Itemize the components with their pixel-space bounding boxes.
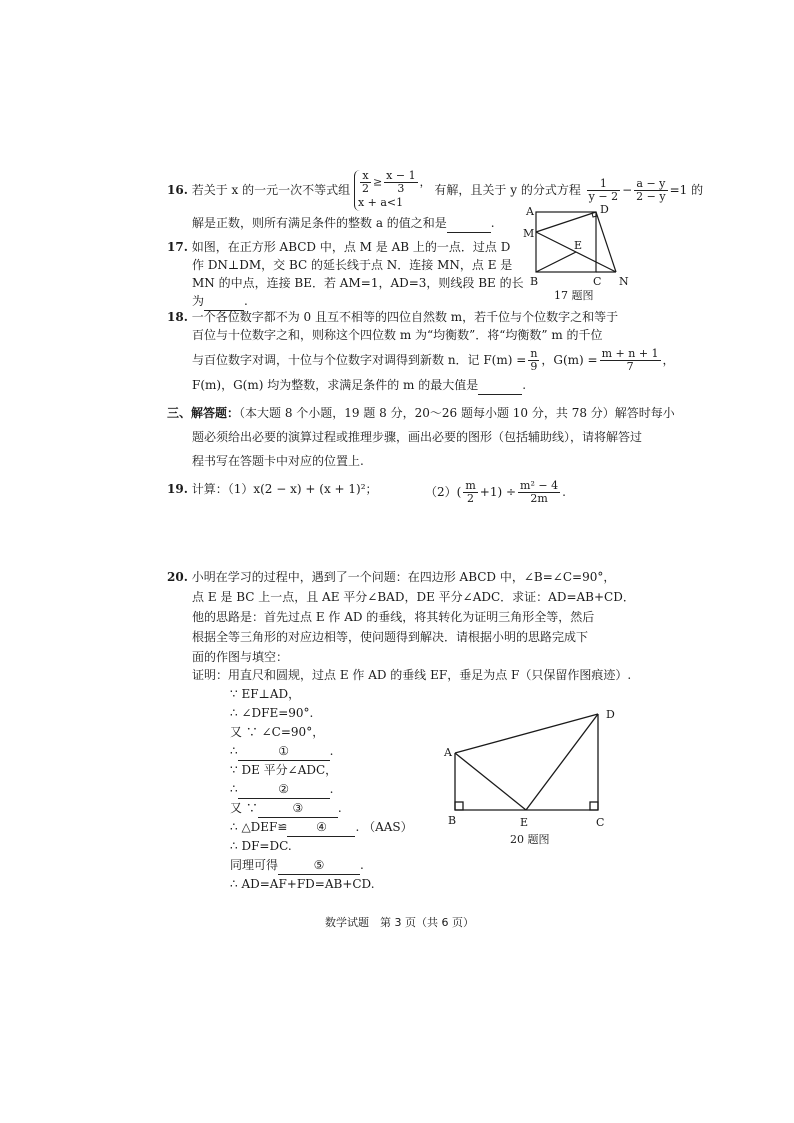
segment-de xyxy=(526,714,598,810)
q16-inequality-system: $\frac{x}{2}$ ≥ $\frac{x - 1}{3}$ ， x + a<1 xyxy=(354,170,431,211)
q16-number: 16. xyxy=(167,183,188,197)
segment-ae xyxy=(455,753,526,810)
q18-answer-blank[interactable] xyxy=(478,376,522,395)
q16-text-b: 有解，且关于 y 的分式方程 xyxy=(434,183,581,197)
q20-line4: 根据全等三角形的对应边相等，使问题得到解决．请根据小明的思路完成下 xyxy=(192,630,589,644)
q16-eq-rhs: =1 的 xyxy=(669,183,704,197)
q16-fraction-2: $\frac{a - y}{2 - y}$ xyxy=(636,177,666,203)
q17-label-c: C xyxy=(593,275,602,288)
square-abcd xyxy=(536,212,596,272)
q17-label-b: B xyxy=(530,275,539,288)
q20-label-b: B xyxy=(448,814,457,827)
q17-label-e: E xyxy=(574,239,583,252)
q18-line2: 百位与十位数字之和，则称这个四位数 m 为“均衡数”．将“均衡数” m 的千位 xyxy=(192,328,603,342)
q20-step3: 又 ∵ ∠C=90°， xyxy=(230,725,325,739)
q20-blank-1[interactable]: ① xyxy=(238,742,330,761)
q20-step7: 又 ∵ ③ . xyxy=(230,799,342,818)
q20-step5: ∵ DE 平分∠ADC， xyxy=(230,763,338,777)
q16-fraction-1: $\frac{1}{y - 2}$ xyxy=(588,177,619,203)
q20-figure xyxy=(440,700,630,850)
q20-step2: ∴ ∠DFE=90°. xyxy=(230,706,314,720)
q20-label-e: E xyxy=(520,816,529,829)
q20-blank-3[interactable]: ③ xyxy=(258,799,338,818)
q20-step8: ∴ △DEF≌ ④ . （AAS） xyxy=(230,818,413,837)
q20-step10: 同理可得 ⑤ . xyxy=(230,856,364,875)
q20-blank-4[interactable]: ④ xyxy=(287,818,355,837)
q19-number: 19. xyxy=(167,482,188,496)
q20-step11: ∴ AD=AF+FD=AB+CD. xyxy=(230,877,375,891)
q20-number: 20. xyxy=(167,570,188,584)
q19-line: 19. 计算：（1）x(2 − x) + (x + 1)²； xyxy=(167,482,378,496)
segment-ad xyxy=(455,714,598,753)
q17-number: 17. xyxy=(167,240,188,254)
q20-label-c: C xyxy=(596,816,605,829)
q20-step9: ∴ DF=DC. xyxy=(230,839,292,853)
q17-line3: MN 的中点，连接 BE．若 AM=1，AD=3，则线段 BE 的长 xyxy=(192,276,524,290)
q17-label-a: A xyxy=(526,205,534,218)
section3-line1: 三、解答题：（本大题 8 个小题，19 题 8 分，20～26 题每小题 10 分，共 78 分）解答时每小 xyxy=(167,406,675,420)
right-angle-c xyxy=(590,802,598,810)
segment-md xyxy=(536,212,596,232)
q19-part2: （2）( $\frac{m}{2}$ +1) ÷ $\frac{\text{m² − 4}}{2m}$ . xyxy=(425,479,566,505)
right-angle-b xyxy=(455,802,463,810)
q17-label-d: D xyxy=(600,203,609,216)
q18-line3: 与百位数字对调，十位与个位数字对调得到新数 n．记 F(m) = $\frac{n}{9}$ ，G(m) = $\frac{m + n + 1}{7}$ ， xyxy=(192,347,675,373)
q20-line1: 20. 小明在学习的过程中，遇到了一个问题：在四边形 ABCD 中，∠B=∠C=90°， xyxy=(167,570,616,584)
q16-line2: 解是正数，则所有满足条件的整数 a 的值之和是 . xyxy=(192,214,495,233)
q17-line2: 作 DN⊥DM，交 BC 的延长线于点 N．连接 MN，点 E 是 xyxy=(192,258,513,272)
q17-caption: 17 题图 xyxy=(554,289,594,301)
q18-f-fraction: $\frac{n}{9}$ xyxy=(530,347,538,373)
section3-line3: 程书写在答题卡中对应的位置上. xyxy=(192,454,364,468)
q17-line1: 17. 如图，在正方形 ABCD 中，点 M 是 AB 上的一点．过点 D xyxy=(167,240,511,254)
q17-label-m: M xyxy=(523,227,535,240)
q20-step4: ∴ ① . xyxy=(230,742,333,761)
q17-figure xyxy=(518,203,638,301)
q20-line5: 面的作图与填空： xyxy=(192,650,289,664)
section3-line2: 题必须给出必要的演算过程或推理步骤，画出必要的图形（包括辅助线），请将解答过 xyxy=(192,430,643,444)
q18-line1: 18. 一个各位数字都不为 0 且互不相等的四位自然数 m，若千位与个位数字之和等于 xyxy=(167,310,619,324)
q20-caption: 20 题图 xyxy=(510,833,550,846)
section3-title: 三、解答题： xyxy=(167,406,240,420)
q20-blank-2[interactable]: ② xyxy=(238,780,330,799)
q20-step1: ∵ EF⊥AD， xyxy=(230,687,301,701)
q16-answer-blank[interactable] xyxy=(447,214,491,233)
q17-label-n: N xyxy=(619,275,629,288)
q20-blank-5[interactable]: ⑤ xyxy=(278,856,360,875)
q16-text-a: 若关于 x 的一元一次不等式组 xyxy=(191,183,351,197)
q18-number: 18. xyxy=(167,310,188,324)
q20-label-d: D xyxy=(606,708,615,721)
q20-step6: ∴ ② . xyxy=(230,780,333,799)
q19-expr1: x(2 − x) + (x + 1)²； xyxy=(253,482,378,496)
q18-g-fraction: $\frac{m + n + 1}{7}$ xyxy=(601,347,659,373)
q20-line2: 点 E 是 BC 上一点，且 AE 平分∠BAD，DE 平分∠ADC．求证：AD=AB+CD． xyxy=(192,590,635,604)
q16-line1: 16. 若关于 x 的一元一次不等式组 $\frac{x}{2}$ ≥ $\frac{x - 1}{3}$ ， x + a<1 有解，且关于 y 的分式方程 $\frac{1}{y - 2}$ − $\frac{a - y}{2 - y}$ =1 的 xyxy=(167,169,704,209)
q20-label-a: A xyxy=(444,746,452,759)
q20-proof-intro: 证明：用直尺和圆规，过点 E 作 AD 的垂线 EF，垂足为点 F（只保留作图痕迹）. xyxy=(192,668,632,682)
page-footer: 数学试题 第 3 页（共 6 页） xyxy=(325,916,474,929)
segment-be xyxy=(536,252,576,272)
q18-line4: F(m)，G(m) 均为整数，求满足条件的 m 的最大值是 . xyxy=(192,376,526,395)
q20-line3: 他的思路是：首先过点 E 作 AD 的垂线，将其转化为证明三角形全等，然后 xyxy=(192,610,595,624)
q17-line4: 为 . xyxy=(192,292,248,311)
